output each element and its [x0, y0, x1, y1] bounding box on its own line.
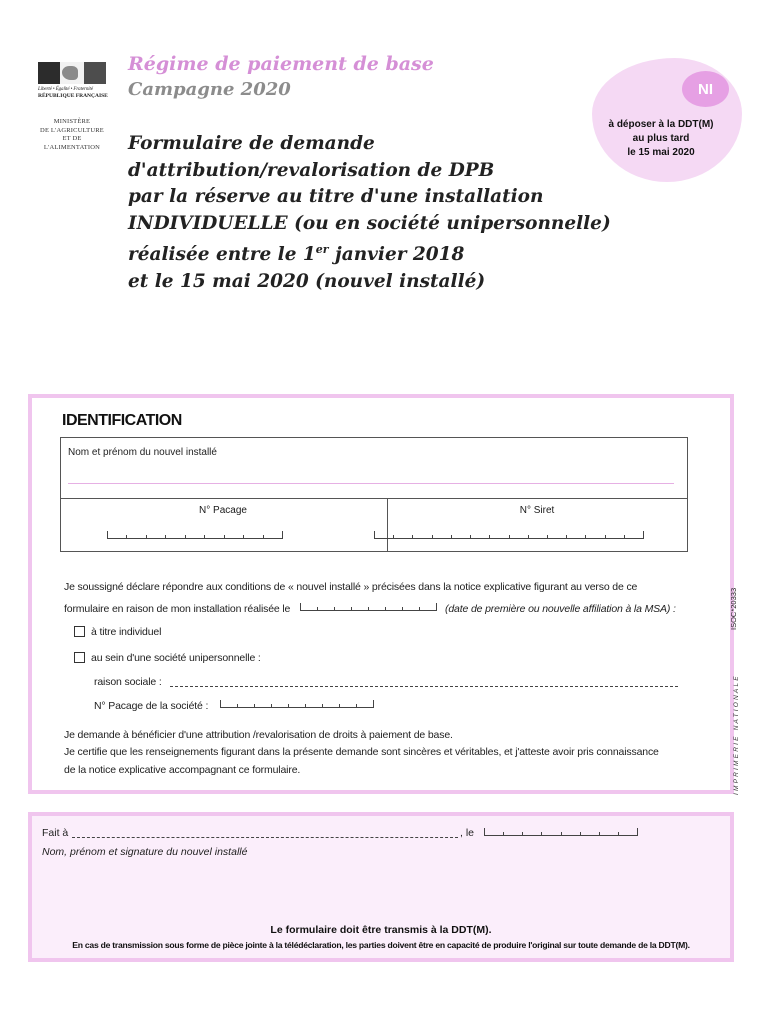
identification-heading: IDENTIFICATION	[62, 412, 182, 429]
installation-date-field[interactable]	[300, 603, 437, 611]
request-text: Je demande à bénéficier d'une attribution /revalorisation de droits à paiement de base.	[64, 729, 453, 741]
form-reference: ISOC*20333	[729, 587, 738, 630]
campaign-title: Campagne 2020	[128, 79, 291, 100]
deadline-line: le 15 mai 2020	[627, 147, 695, 158]
signature-date-field[interactable]	[484, 828, 638, 836]
declaration-date-prefix: formulaire en raison de mon installation réalisée le	[64, 603, 291, 615]
form-title-line: d'attribution/revalorisation de DPB	[128, 159, 495, 181]
place-field[interactable]	[72, 837, 458, 838]
form-title-line	[128, 237, 598, 269]
ministry-line: ET DE	[62, 135, 82, 142]
regime-title: Régime de paiement de base	[128, 53, 434, 75]
form-title-line: INDIVIDUELLE (ou en société unipersonnelle)	[128, 212, 611, 234]
logo-motto: Liberté • Égalité • Fraternité	[38, 87, 93, 92]
signature-label: Nom, prénom et signature du nouvel installé	[42, 846, 248, 858]
name-label: Nom et prénom du nouvel installé	[68, 447, 217, 458]
company-label: au sein d'une société unipersonnelle :	[91, 652, 261, 664]
place-label: Fait à	[42, 827, 69, 839]
ministry-line: L'ALIMENTATION	[43, 143, 101, 151]
pacage-label: N° Pacage	[199, 505, 247, 516]
individual-label: à titre individuel	[91, 626, 162, 638]
company-checkbox[interactable]	[74, 652, 85, 663]
siret-label: N° Siret	[519, 505, 555, 516]
form-title-line: par la réserve au titre d'une installation	[128, 186, 544, 207]
company-name-field[interactable]	[170, 686, 678, 687]
certify-text: Je certifie que les renseignements figurant dans la présente demande sont sincères et véritables, et j'atteste avoir pris connaissance	[64, 746, 659, 758]
company-pacage-field[interactable]	[220, 700, 374, 708]
ministry-line: MINISTÈRE	[53, 118, 91, 125]
signature-area[interactable]	[40, 862, 720, 918]
attachment-note: En cas de transmission sous forme de pièce jointe à la télédéclaration, les parties doivent être en capacité de produire l'original sur toute demande de la DDT(M).	[72, 940, 690, 950]
declaration-text: Je soussigné déclare répondre aux conditions de « nouvel installé » précisées dans la notice explicative figurant au verso de ce	[64, 581, 638, 593]
ministry-line: DE L'AGRICULTURE	[40, 126, 104, 134]
name-field[interactable]	[68, 483, 674, 484]
form-title	[128, 131, 611, 295]
individual-checkbox[interactable]	[74, 626, 85, 637]
deadline-note	[600, 118, 722, 160]
marianne-logo-icon	[38, 62, 106, 84]
form-title-line: Formulaire de demande	[128, 133, 375, 154]
deadline-line: au plus tard	[632, 133, 690, 144]
republic-logo	[38, 62, 106, 99]
siret-field[interactable]	[374, 531, 644, 539]
title-fragment: janvier 2018	[328, 244, 465, 266]
title-superscript: er	[315, 243, 329, 256]
company-pacage-label: N° Pacage de la société :	[94, 700, 209, 712]
date-hint: (date de première ou nouvelle affiliation à la MSA) :	[445, 603, 676, 615]
certify-text: de la notice explicative accompagnant ce formulaire.	[64, 764, 301, 776]
company-name-label: raison sociale :	[94, 676, 162, 688]
ministry-name	[30, 118, 114, 152]
deadline-line: à déposer à la DDT(M)	[608, 119, 714, 130]
declaration-date-suffix	[445, 603, 676, 615]
divider	[61, 498, 687, 499]
date-label: , le	[460, 827, 475, 839]
form-title-line: et le 15 mai 2020 (nouvel installé)	[128, 270, 486, 292]
title-fragment: réalisée entre le 1	[128, 244, 316, 266]
transmission-note: Le formulaire doit être transmis à la DDT(M).	[270, 924, 492, 936]
printer-name: IMPRIMERIE NATIONALE	[733, 674, 740, 795]
form-code-badge: NI	[682, 71, 729, 107]
pacage-field[interactable]	[107, 531, 283, 539]
logo-republic: RÉPUBLIQUE FRANÇAISE	[38, 93, 108, 99]
